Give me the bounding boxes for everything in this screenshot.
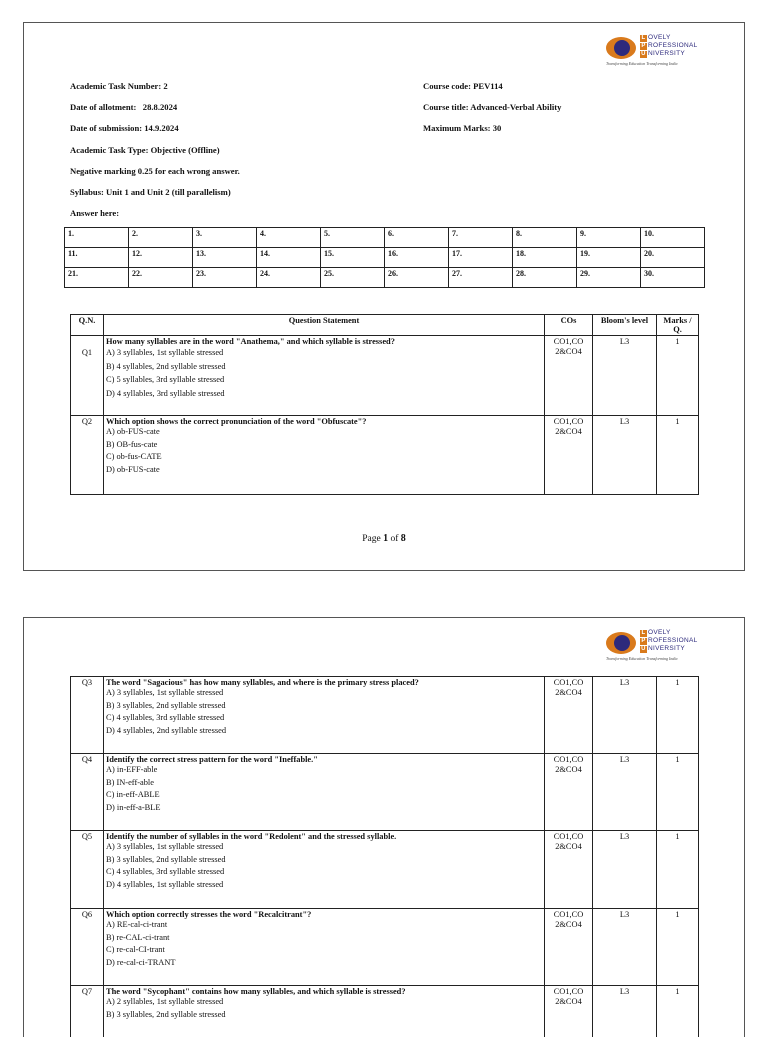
question-statement-cell	[104, 831, 545, 909]
question-statement-cell	[104, 416, 545, 495]
answer-cell: 9.	[577, 228, 641, 248]
university-logo	[606, 628, 698, 668]
answer-option: D) ob-FUS-cate	[106, 464, 542, 477]
answer-option: B) re-CAL-ci-trant	[106, 932, 542, 945]
question-statement: Identify the number of syllables in the word "Redolent" and the stressed syllable.	[106, 832, 542, 841]
logo-tagline: Transforming Education Transforming India	[606, 61, 677, 66]
answer-cell: 20.	[641, 248, 705, 268]
footer-current-page: 1	[383, 533, 388, 544]
logo-text: ROFESSIONAL	[648, 637, 698, 644]
answer-cell: 14.	[257, 248, 321, 268]
page-footer	[24, 533, 744, 544]
question-number: Q7	[71, 986, 104, 1037]
question-table-page-1	[70, 314, 699, 495]
marks-per-question: 1	[657, 416, 699, 495]
question-statement-cell	[104, 909, 545, 986]
logo-text: OVELY	[648, 629, 671, 636]
answer-cell: 1.	[65, 228, 129, 248]
answer-cell: 24.	[257, 268, 321, 288]
course-outcomes: CO1,CO 2&CO4	[545, 336, 593, 416]
answer-option: A) ob-FUS-cate	[106, 426, 542, 439]
answer-option: D) 4 syllables, 2nd syllable stressed	[106, 725, 542, 738]
answer-cell: 17.	[449, 248, 513, 268]
answer-cell: 27.	[449, 268, 513, 288]
answer-cell: 7.	[449, 228, 513, 248]
answer-cell: 28.	[513, 268, 577, 288]
question-row	[71, 831, 699, 909]
document-page-1	[23, 22, 745, 571]
question-statement: Which option correctly stresses the word "Recalcitrant"?	[106, 910, 542, 919]
answer-cell: 12.	[129, 248, 193, 268]
blooms-level: L3	[593, 831, 657, 909]
question-statement: The word "Sagacious" has how many syllables, and where is the primary stress placed?	[106, 678, 542, 687]
course-outcomes: CO1,CO 2&CO4	[545, 909, 593, 986]
logo-initial: U	[640, 51, 647, 58]
date-of-submission: Date of submission: 14.9.2024	[70, 123, 240, 144]
answer-option: D) re-cal-ci-TRANT	[106, 957, 542, 970]
question-row	[71, 416, 699, 495]
task-type: Academic Task Type: Objective (Offline)	[70, 145, 240, 166]
answer-cell: 13.	[193, 248, 257, 268]
university-logo	[606, 33, 698, 73]
task-number: Academic Task Number: 2	[70, 81, 240, 102]
answer-option: A) 2 syllables, 1st syllable stressed	[106, 996, 542, 1009]
question-number: Q5	[71, 831, 104, 909]
date-of-allotment: Date of allotment: 28.8.2024	[70, 102, 240, 123]
marks-per-question: 1	[657, 986, 699, 1037]
course-outcomes: CO1,CO 2&CO4	[545, 416, 593, 495]
question-number: Q4	[71, 754, 104, 831]
answer-cell: 22.	[129, 268, 193, 288]
answer-option: C) 4 syllables, 3rd syllable stressed	[106, 866, 542, 879]
answer-cell: 18.	[513, 248, 577, 268]
logo-text: ROFESSIONAL	[648, 42, 698, 49]
blooms-level: L3	[593, 754, 657, 831]
answer-option: A) in-EFF-able	[106, 764, 542, 777]
question-statement: Identify the correct stress pattern for the word "Ineffable."	[106, 755, 542, 764]
question-statement-cell	[104, 986, 545, 1037]
logo-text: OVELY	[648, 34, 671, 41]
answer-option: B) 3 syllables, 2nd syllable stressed	[106, 700, 542, 713]
answer-option: B) 3 syllables, 2nd syllable stressed	[106, 1009, 542, 1022]
logo-emblem-icon	[606, 632, 636, 654]
answer-grid-row	[65, 228, 705, 248]
logo-text: NIVERSITY	[648, 645, 685, 652]
task-meta-right	[423, 81, 561, 145]
answer-cell: 10.	[641, 228, 705, 248]
marks-per-question: 1	[657, 754, 699, 831]
logo-initial: P	[640, 43, 647, 50]
question-number: Q1	[71, 336, 104, 416]
answer-option: B) 4 syllables, 2nd syllable stressed	[106, 360, 542, 374]
course-outcomes: CO1,CO 2&CO4	[545, 754, 593, 831]
logo-initial: P	[640, 638, 647, 645]
header-qn: Q.N.	[71, 315, 104, 336]
question-number: Q2	[71, 416, 104, 495]
question-row	[71, 336, 699, 416]
logo-text: NIVERSITY	[648, 50, 685, 57]
answer-cell: 11.	[65, 248, 129, 268]
course-outcomes: CO1,CO 2&CO4	[545, 986, 593, 1037]
answer-cell: 4.	[257, 228, 321, 248]
course-outcomes: CO1,CO 2&CO4	[545, 677, 593, 754]
negative-marking: Negative marking 0.25 for each wrong answer.	[70, 166, 240, 187]
logo-initial: L	[640, 35, 647, 42]
answer-cell: 15.	[321, 248, 385, 268]
course-outcomes: CO1,CO 2&CO4	[545, 831, 593, 909]
answer-grid-row	[65, 268, 705, 288]
answer-option: C) 4 syllables, 3rd syllable stressed	[106, 712, 542, 725]
answer-option: D) in-eff-a-BLE	[106, 802, 542, 815]
course-code: Course code: PEV114	[423, 81, 561, 102]
answer-option: C) ob-fus-CATE	[106, 451, 542, 464]
question-statement: How many syllables are in the word "Anathema," and which syllable is stressed?	[106, 337, 542, 346]
question-number: Q3	[71, 677, 104, 754]
logo-tagline: Transforming Education Transforming India	[606, 656, 677, 661]
answer-option: C) re-cal-CI-trant	[106, 944, 542, 957]
header-marks: Marks / Q.	[657, 315, 699, 336]
marks-per-question: 1	[657, 909, 699, 986]
answer-option: A) 3 syllables, 1st syllable stressed	[106, 687, 542, 700]
answer-cell: 19.	[577, 248, 641, 268]
table-header-row	[71, 315, 699, 336]
question-statement: The word "Sycophant" contains how many syllables, and which syllable is stressed?	[106, 987, 542, 996]
answer-cell: 21.	[65, 268, 129, 288]
answer-cell: 25.	[321, 268, 385, 288]
header-cos: COs	[545, 315, 593, 336]
blooms-level: L3	[593, 677, 657, 754]
blooms-level: L3	[593, 986, 657, 1037]
answer-cell: 6.	[385, 228, 449, 248]
answer-cell: 16.	[385, 248, 449, 268]
answer-option: A) RE-cal-ci-trant	[106, 919, 542, 932]
answer-here-label: Answer here:	[70, 208, 240, 229]
answer-grid	[64, 227, 705, 288]
footer-of: of	[388, 534, 401, 544]
header-blooms: Bloom's level	[593, 315, 657, 336]
answer-option: B) IN-eff-able	[106, 777, 542, 790]
marks-per-question: 1	[657, 336, 699, 416]
question-row	[71, 677, 699, 754]
answer-option: B) 3 syllables, 2nd syllable stressed	[106, 854, 542, 867]
answer-option: C) 5 syllables, 3rd syllable stressed	[106, 373, 542, 387]
answer-option: B) OB-fus-cate	[106, 439, 542, 452]
logo-initial: U	[640, 646, 647, 653]
blooms-level: L3	[593, 909, 657, 986]
maximum-marks: Maximum Marks: 30	[423, 123, 561, 144]
marks-per-question: 1	[657, 831, 699, 909]
header-statement: Question Statement	[104, 315, 545, 336]
course-title: Course title: Advanced-Verbal Ability	[423, 102, 561, 123]
answer-cell: 29.	[577, 268, 641, 288]
answer-cell: 5.	[321, 228, 385, 248]
question-row	[71, 754, 699, 831]
marks-per-question: 1	[657, 677, 699, 754]
syllabus: Syllabus: Unit 1 and Unit 2 (till parallelism)	[70, 187, 240, 208]
answer-option: D) 4 syllables, 3rd syllable stressed	[106, 387, 542, 401]
footer-total-pages: 8	[401, 533, 406, 544]
question-row	[71, 909, 699, 986]
answer-option: A) 3 syllables, 1st syllable stressed	[106, 841, 542, 854]
answer-cell: 8.	[513, 228, 577, 248]
answer-cell: 23.	[193, 268, 257, 288]
question-table-page-2	[70, 676, 699, 1037]
answer-option: D) 4 syllables, 1st syllable stressed	[106, 879, 542, 892]
document-page-2	[23, 617, 745, 1037]
answer-cell: 3.	[193, 228, 257, 248]
question-statement-cell	[104, 336, 545, 416]
answer-cell: 2.	[129, 228, 193, 248]
question-row	[71, 986, 699, 1037]
logo-initial: L	[640, 630, 647, 637]
answer-cell: 30.	[641, 268, 705, 288]
question-statement-cell	[104, 754, 545, 831]
answer-option: A) 3 syllables, 1st syllable stressed	[106, 346, 542, 360]
answer-grid-row	[65, 248, 705, 268]
blooms-level: L3	[593, 416, 657, 495]
logo-emblem-icon	[606, 37, 636, 59]
blooms-level: L3	[593, 336, 657, 416]
question-statement-cell	[104, 677, 545, 754]
footer-prefix: Page	[362, 534, 383, 544]
question-statement: Which option shows the correct pronunciation of the word "Obfuscate"?	[106, 417, 542, 426]
question-number: Q6	[71, 909, 104, 986]
answer-cell: 26.	[385, 268, 449, 288]
task-meta-left	[70, 81, 240, 229]
answer-option: C) in-eff-ABLE	[106, 789, 542, 802]
